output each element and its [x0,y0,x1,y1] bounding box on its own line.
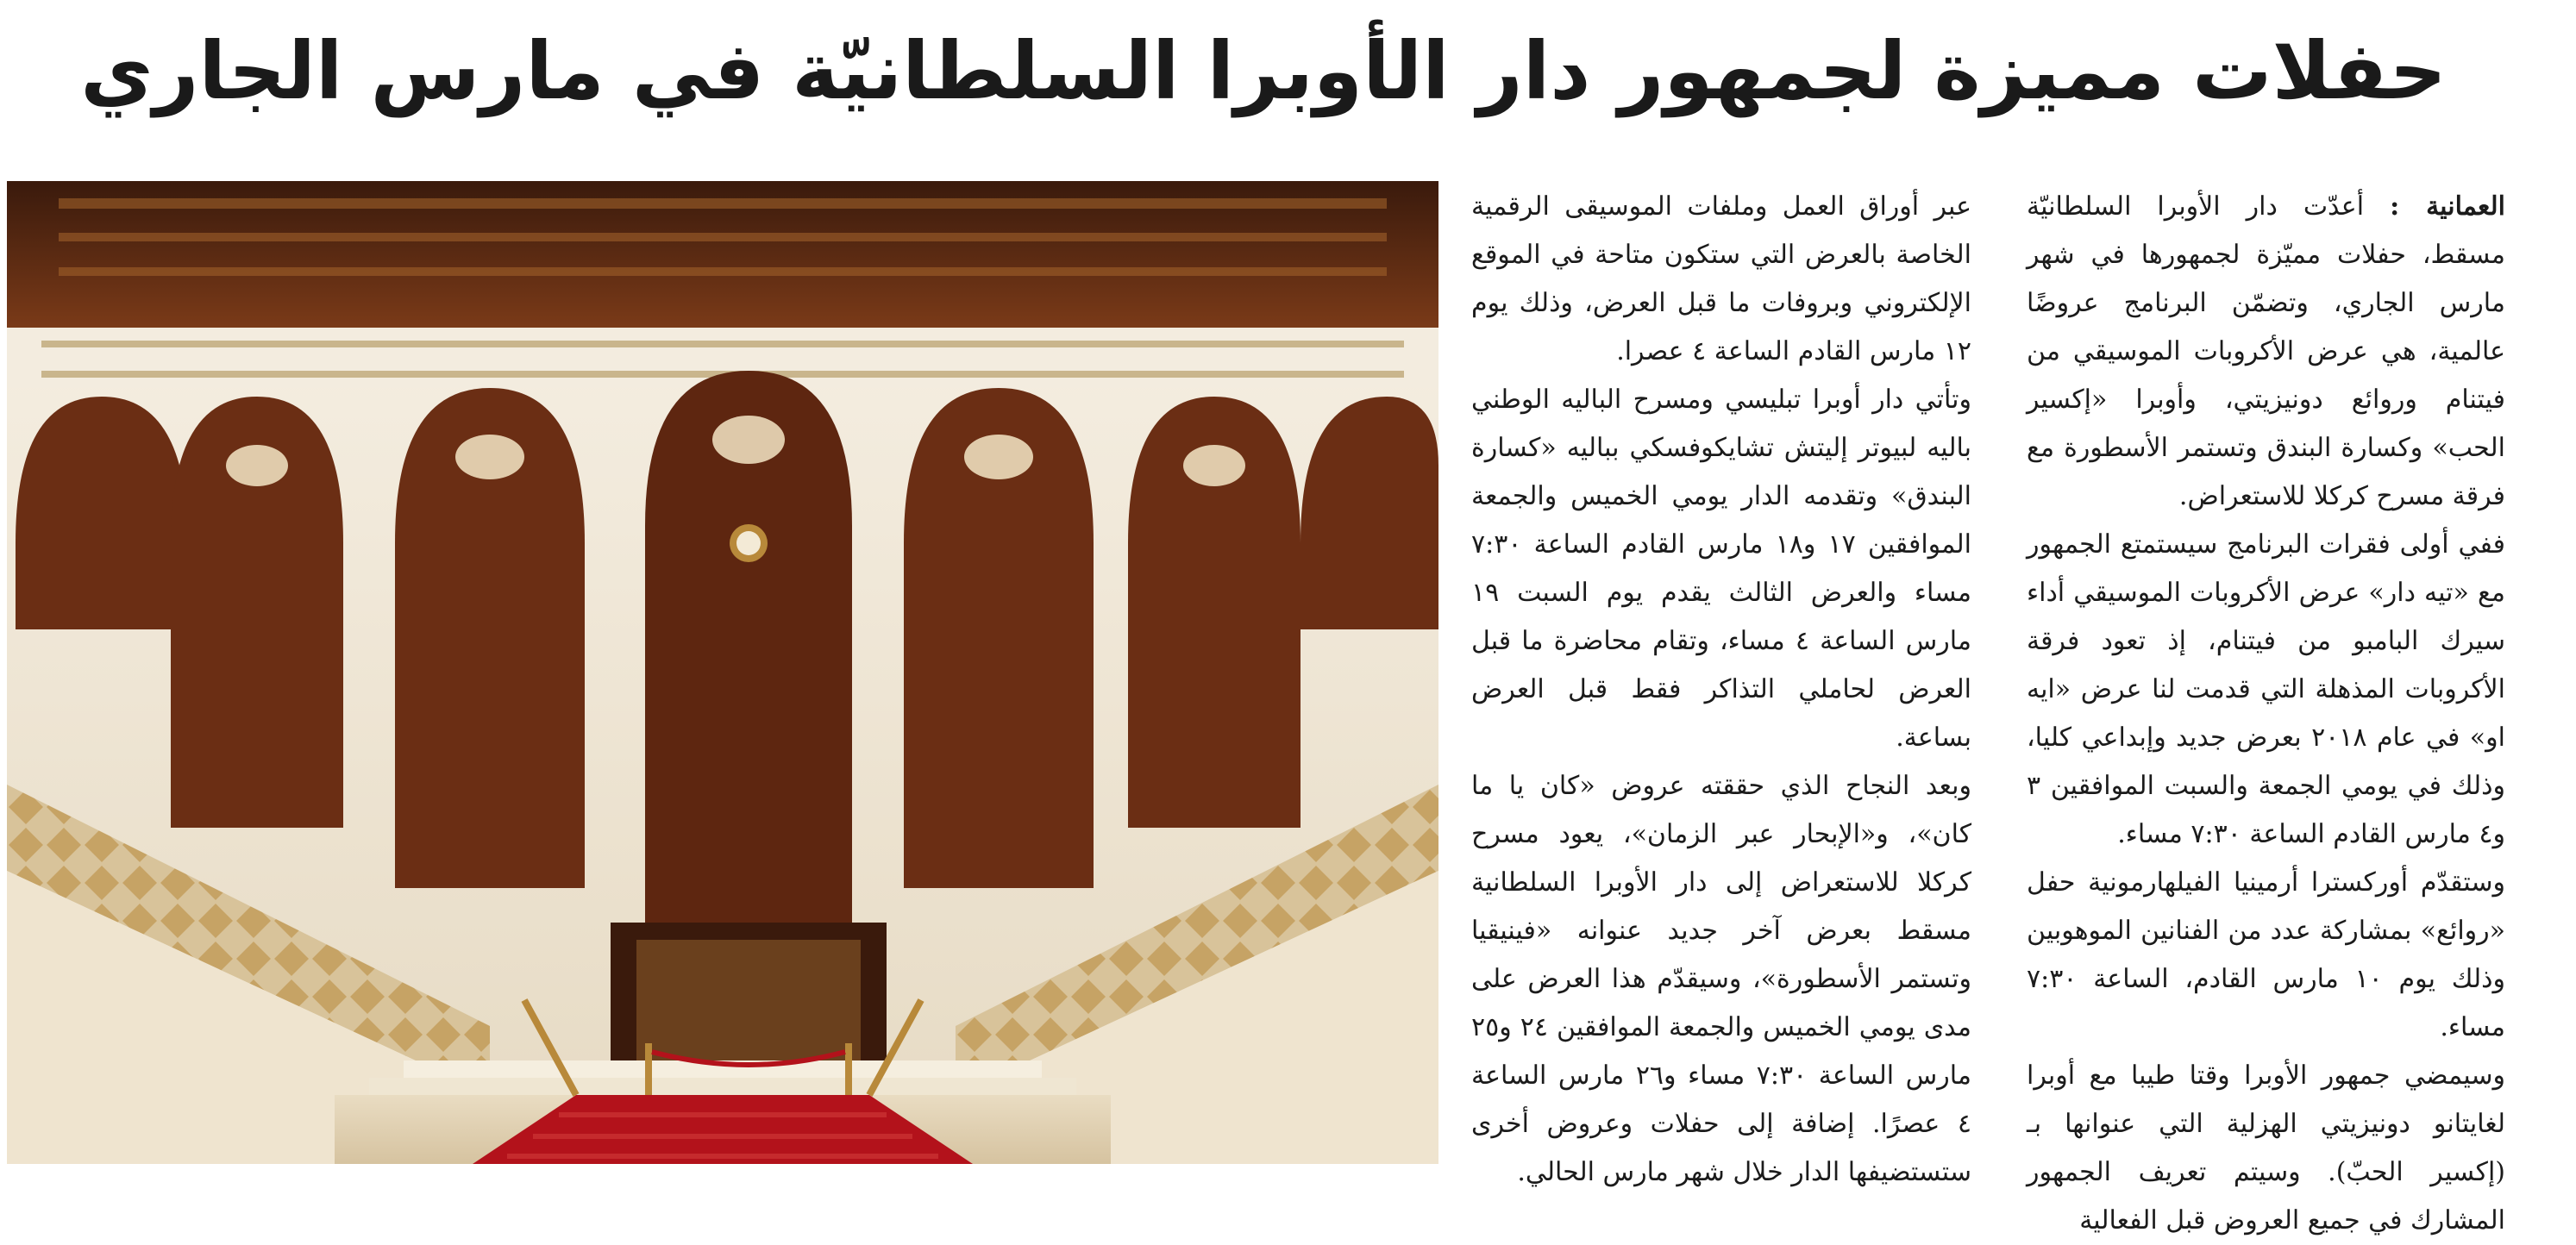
article-paragraph: وتأتي دار أوبرا تبليسي ومسرح الباليه الوطني باليه لبيوتر إليتش تشايكوفسكي بباليه «كسارة البندق» وتقدمه الدار يومي الخميس والجمعة الموافقين ١٧ و١٨ مارس القادم الساعة ٧:٣٠ مساء والعرض الثالث يقدم يوم السبت ١٩ مارس الساعة ٤ مساء، وتقام محاضرة ما قبل العرض لحاملي التذاكر فقط قبل العرض بساعة. [1471,385,1971,753]
article-column-middle [1471,183,1971,1187]
article-lead: العمانية : [2390,191,2505,222]
opera-house-illustration [7,181,1438,1164]
article-column-right [2027,183,2505,1236]
article-paragraph: وستقدّم أوركسترا أرمينيا الفيلهارمونية حفل «روائع» بمشاركة عدد من الفنانين الموهوبين وذلك يوم ١٠ مارس القادم، الساعة ٧:٣٠ مساء. [2027,867,2505,1042]
article-paragraph: وبعد النجاح الذي حققته عروض «كان يا ما كان»، و«الإبحار عبر الزمان»، يعود مسرح كركلا للاستعراض إلى دار الأوبرا السلطانية مسقط بعرض آخر جديد عنوانه «فينيقيا وتستمر الأسطورة»، وسيقدّم هذا العرض على مدى يومي الخميس والجمعة الموافقين ٢٤ و٢٥ مارس الساعة ٧:٣٠ مساء و٢٦ مارس الساعة ٤ عصرًا. إضافة إلى حفلات وعروض أخرى ستستضيفها الدار خلال شهر مارس الحالي. [1471,771,1971,1187]
article-paragraph: وسيمضي جمهور الأوبرا وقتا طيبا مع أوبرا لغايتانو دونيزيتي الهزلية التي عنوانها بـ (إكسير الحبّ). وسيتم تعريف الجمهور المشارك في جميع العروض قبل الفعالية [2027,1060,2505,1236]
article-paragraph: العمانية : أعدّت دار الأوبرا السلطانيّة مسقط، حفلات مميّزة لجمهورها في شهر مارس الجاري، وتضمّن البرنامج عروضًا عالمية، هي عرض الأكروبات الموسيقي من فيتنام وروائع دونيزيتي، وأوبرا «إكسير الحب» وكسارة البندق وتستمر الأسطورة مع فرقة مسرح كركلا للاستعراض. [2027,191,2505,511]
opera-house-photo [7,181,1438,1164]
article-paragraph: عبر أوراق العمل وملفات الموسيقى الرقمية الخاصة بالعرض التي ستكون متاحة في الموقع الإلكتروني وبروفات ما قبل العرض، وذلك يوم ١٢ مارس القادم الساعة ٤ عصرا. [1471,191,1971,366]
article-headline: حفلات مميزة لجمهور دار الأوبرا السلطانيّة في مارس الجاري [80,25,2447,117]
article-paragraph: ففي أولى فقرات البرنامج سيستمتع الجمهور مع «تيه دار» عرض الأكروبات الموسيقي أداء سيرك البامبو من فيتنام، إذ تعود فرقة الأكروبات المذهلة التي قدمت لنا عرض «ايه او» في عام ٢٠١٨ بعرض جديد وإبداعي كليا، وذلك في يومي الجمعة والسبت الموافقين ٣ و٤ مارس القادم الساعة ٧:٣٠ مساء. [2027,529,2505,849]
